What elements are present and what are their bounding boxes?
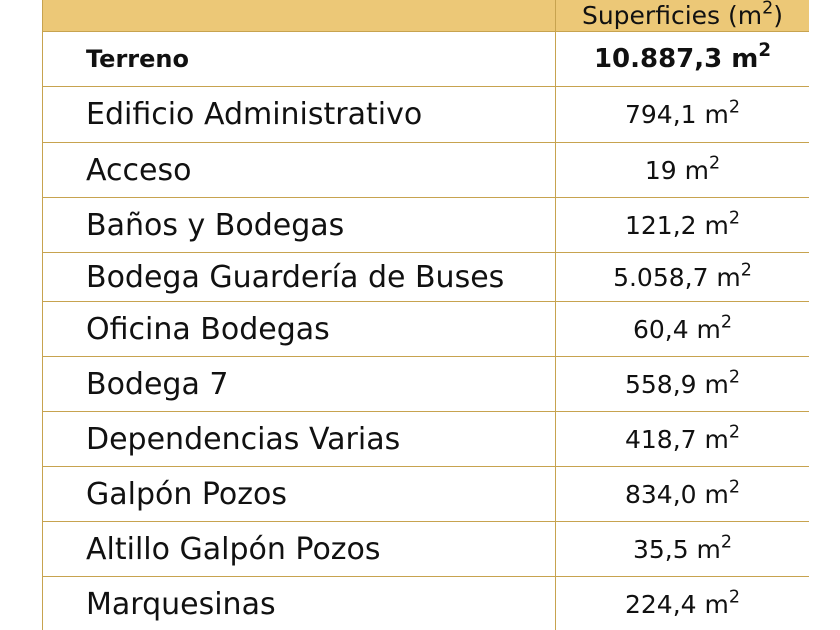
area-value: 5.058,7 m <box>613 262 741 292</box>
area-value: 418,7 m <box>624 424 729 454</box>
table-row <box>43 357 810 412</box>
area-value-cell <box>556 412 810 467</box>
area-name-cell: Baños y Bodegas <box>43 198 556 253</box>
area-value-cell <box>556 32 810 87</box>
area-name-cell: Altillo Galpón Pozos <box>43 522 556 577</box>
area-unit-superscript: 2 <box>728 477 740 497</box>
table-header <box>43 0 810 32</box>
table-row <box>43 198 810 253</box>
table-row <box>43 143 810 198</box>
area-unit-superscript: 2 <box>708 153 721 173</box>
table-row <box>43 32 810 87</box>
area-unit-superscript: 2 <box>740 260 752 280</box>
area-value: 60,4 m <box>632 314 721 344</box>
header-row <box>43 0 810 32</box>
area-unit-superscript: 2 <box>728 422 740 442</box>
area-name-cell: Marquesinas <box>43 577 556 630</box>
area-unit-superscript: 2 <box>728 367 740 387</box>
area-value-cell <box>556 522 810 577</box>
area-value: 794,1 m <box>624 100 729 129</box>
area-unit-superscript: 2 <box>728 587 740 607</box>
area-name-cell: Acceso <box>43 143 556 198</box>
area-name-cell: Dependencias Varias <box>43 412 556 467</box>
area-value-cell <box>556 577 810 630</box>
area-value: 558,9 m <box>624 369 729 399</box>
table-row <box>43 412 810 467</box>
area-value-cell <box>556 467 810 522</box>
area-value: 121,2 m <box>624 210 729 240</box>
table-row <box>43 253 810 302</box>
header-name-cell <box>43 0 556 32</box>
header-value-cell <box>556 0 810 32</box>
surface-table-container <box>42 0 809 630</box>
area-unit-superscript: 2 <box>728 97 740 118</box>
area-unit-superscript: 2 <box>720 312 733 332</box>
header-value-superscript: 2 <box>762 0 774 19</box>
area-value-cell <box>556 143 810 198</box>
area-name-cell: Terreno <box>43 32 556 87</box>
area-name-cell: Bodega Guardería de Buses <box>43 253 556 302</box>
area-unit-superscript: 2 <box>758 40 772 62</box>
table-row <box>43 522 810 577</box>
area-name-cell: Edificio Administrativo <box>43 87 556 143</box>
area-value-cell <box>556 357 810 412</box>
area-value: 35,5 m <box>632 534 721 564</box>
table-row <box>43 302 810 357</box>
area-value-cell <box>556 87 810 143</box>
area-value-cell <box>556 302 810 357</box>
area-value-cell <box>556 198 810 253</box>
header-value-label: Superficies (m <box>581 1 763 30</box>
table-row <box>43 467 810 522</box>
area-value-cell <box>556 253 810 302</box>
surface-table <box>42 0 809 630</box>
area-value: 10.887,3 m <box>593 44 759 74</box>
area-value: 224,4 m <box>624 589 729 619</box>
area-value: 834,0 m <box>624 479 729 509</box>
area-name-cell: Bodega 7 <box>43 357 556 412</box>
table-row <box>43 577 810 630</box>
area-value: 19 m <box>644 155 709 185</box>
area-unit-superscript: 2 <box>720 532 733 552</box>
area-name-cell: Oficina Bodegas <box>43 302 556 357</box>
area-name-cell: Galpón Pozos <box>43 467 556 522</box>
table-body <box>43 32 810 630</box>
header-value-close: ) <box>773 1 784 30</box>
area-unit-superscript: 2 <box>728 208 740 228</box>
table-row <box>43 87 810 143</box>
